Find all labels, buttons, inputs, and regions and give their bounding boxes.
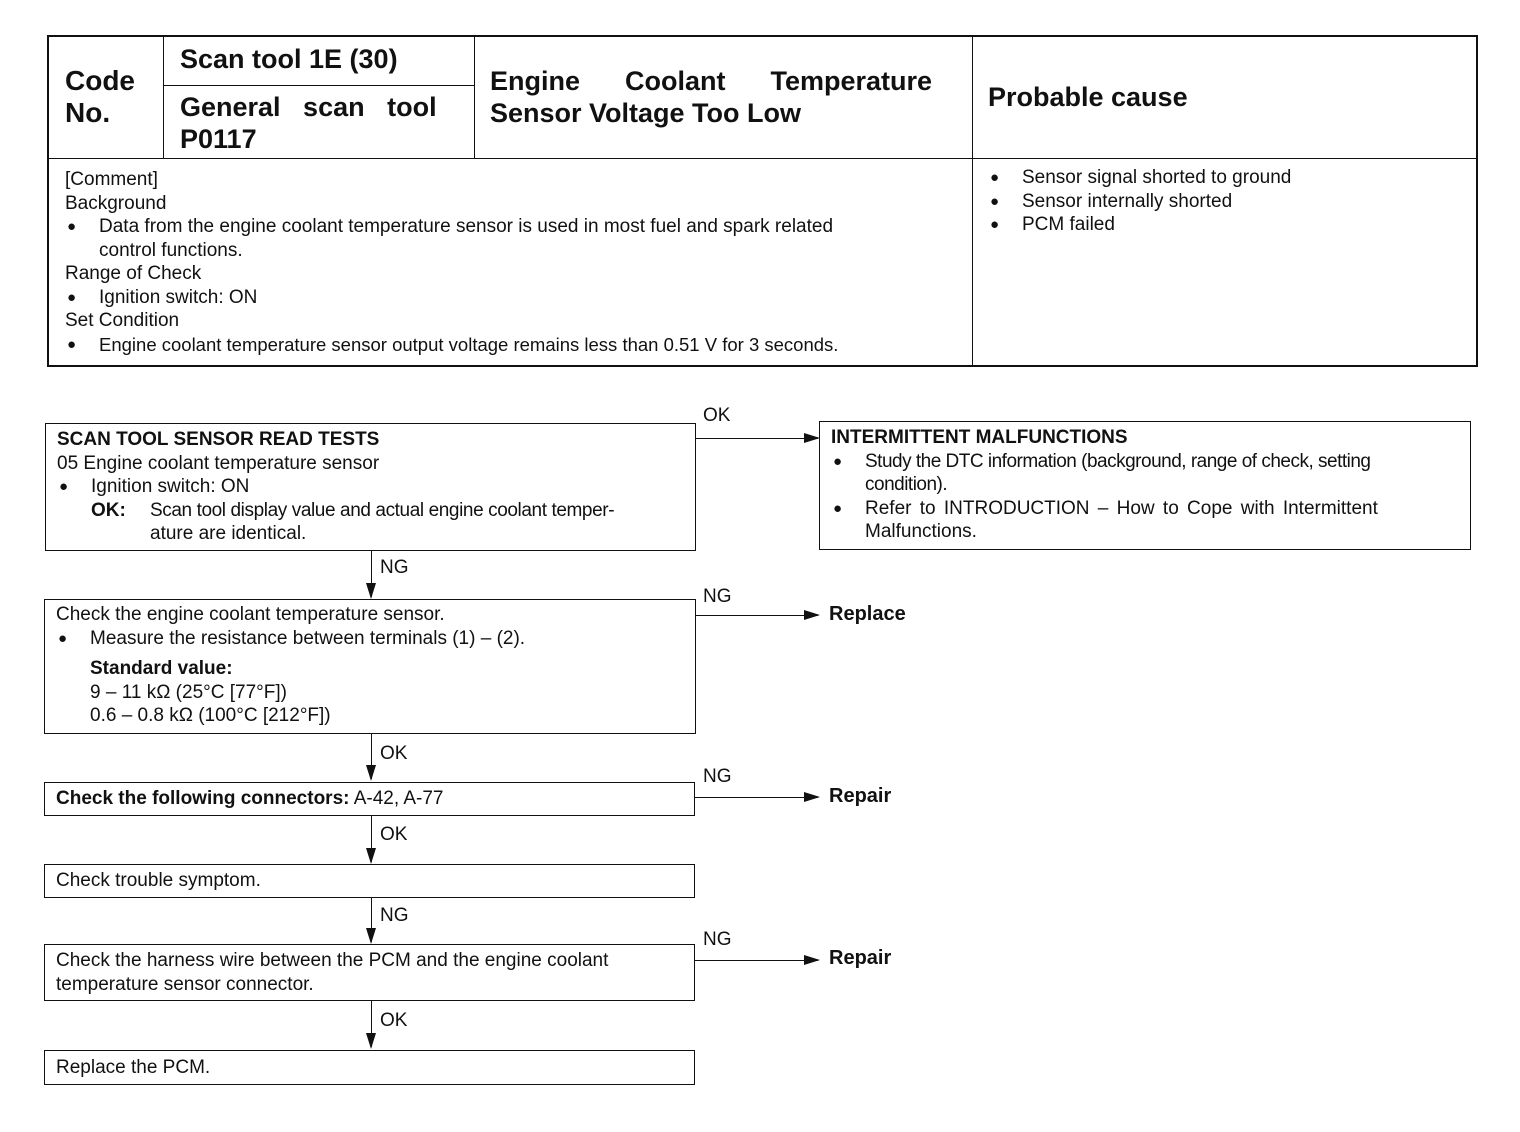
- ng-arrow: [695, 960, 818, 961]
- set-condition-item: ● Engine coolant temperature sensor output voltage remains less than 0.51 V for 3 seconds.: [65, 333, 960, 357]
- col-divider-code: [163, 35, 164, 159]
- general-scan-tool-code: General scan tool P0117: [180, 92, 437, 154]
- step-line: Check the harness wire between the PCM and the engine coolant: [56, 950, 609, 971]
- comment-label: [Comment]: [65, 169, 158, 190]
- step-line: 05 Engine coolant temperature sensor: [57, 452, 380, 474]
- scan-divider: [163, 85, 474, 86]
- standard-value: 9 – 11 kΩ (25°C [77°F]): [90, 681, 287, 703]
- ok-arrow: [371, 734, 372, 779]
- background-heading: Background: [65, 192, 167, 214]
- ng-label: NG: [703, 929, 732, 950]
- repair-result: Repair: [829, 947, 892, 969]
- scan-tool-code: Scan tool 1E (30): [180, 44, 398, 74]
- ng-label: NG: [703, 766, 732, 787]
- ok-label: OK: [380, 743, 408, 764]
- step-line: Check trouble symptom.: [56, 870, 261, 891]
- ok-arrow: [371, 816, 372, 862]
- harness-wire-check-box: [44, 944, 695, 1001]
- ng-label: NG: [380, 905, 409, 926]
- step-bullet: ● Measure the resistance between terminals (1) – (2).: [56, 627, 695, 651]
- step-line: Replace the PCM.: [56, 1057, 211, 1078]
- coolant-sensor-check-box: [44, 599, 696, 734]
- set-condition-heading: Set Condition: [65, 310, 180, 331]
- probable-cause-item: ● Sensor internally shorted: [988, 190, 1291, 214]
- probable-cause-item: ● Sensor signal shorted to ground: [988, 166, 1291, 190]
- col-divider-scan: [474, 35, 475, 159]
- step-bullet: ● Ignition switch: ON: [57, 475, 695, 499]
- probable-cause-heading: Probable cause: [988, 82, 1188, 112]
- ng-arrow: [371, 898, 372, 942]
- intermittent-title: INTERMITTENT MALFUNCTIONS: [831, 427, 1128, 448]
- ok-criteria: OK: Scan tool display value and actual engine coolant temper- ature are identical.: [91, 499, 615, 544]
- connector-check-box: [44, 782, 695, 816]
- ok-label: OK: [380, 1010, 408, 1031]
- ok-label: OK: [703, 405, 731, 426]
- col-divider-cause: [972, 35, 973, 367]
- probable-cause-item: ● PCM failed: [988, 213, 1291, 237]
- step-title: SCAN TOOL SENSOR READ TESTS: [57, 429, 380, 450]
- trouble-symptom-box: [44, 864, 695, 898]
- intermittent-malfunctions-box: [819, 421, 1471, 550]
- probable-cause-list: [988, 166, 1291, 237]
- ng-arrow: [696, 615, 818, 616]
- standard-value: 0.6 – 0.8 kΩ (100°C [212°F]): [90, 705, 331, 726]
- comment-section: [65, 168, 960, 356]
- step-line: Check the engine coolant temperature sensor.: [56, 604, 445, 625]
- repair-result: Repair: [829, 785, 892, 807]
- ok-arrow: [696, 438, 818, 439]
- code-no-label: Code No.: [65, 65, 135, 128]
- replace-pcm-box: [44, 1050, 695, 1085]
- ng-label: NG: [703, 586, 732, 607]
- intermittent-item: ● Refer to INTRODUCTION – How to Cope with Intermittent Malfunctions.: [831, 497, 1460, 544]
- range-heading: Range of Check: [65, 263, 202, 284]
- step-line: Check the following connectors: A-42, A-77: [56, 788, 444, 809]
- background-item: ● Data from the engine coolant temperature sensor is used in most fuel and spark related control functions.: [65, 215, 960, 262]
- range-item: ● Ignition switch: ON: [65, 286, 960, 310]
- ng-label: NG: [380, 557, 409, 578]
- ng-arrow: [371, 551, 372, 597]
- intermittent-item: ● Study the DTC information (background, range of check, setting condition).: [831, 450, 1460, 497]
- replace-result: Replace: [829, 603, 906, 625]
- ok-arrow: [371, 1001, 372, 1047]
- ng-arrow: [695, 797, 818, 798]
- step-line: temperature sensor connector.: [56, 973, 314, 995]
- dtc-title: Engine Coolant Temperature Sensor Voltage Too Low: [490, 66, 933, 128]
- standard-value-label: Standard value:: [90, 658, 233, 679]
- ok-label: OK: [380, 824, 408, 845]
- table-divider: [47, 158, 1478, 159]
- scan-tool-read-test-box: [45, 423, 696, 551]
